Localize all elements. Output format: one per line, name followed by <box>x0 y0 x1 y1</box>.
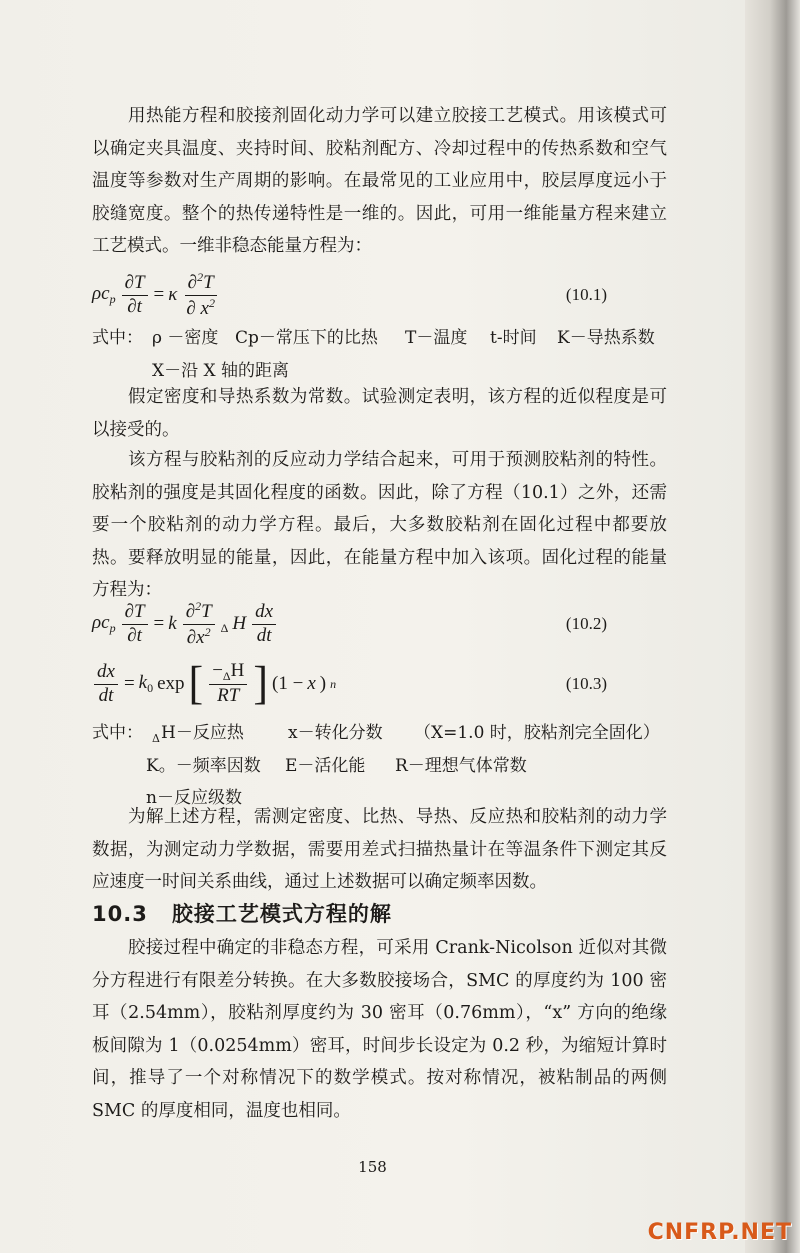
paragraph-finite-difference <box>92 932 667 1128</box>
section-title: 胶接工艺模式方程的解 <box>171 902 392 926</box>
def-T: T－温度 <box>405 328 468 348</box>
def-x-note: （X=1.0 时，胶粘剂完全固化） <box>414 723 660 743</box>
paragraph-text: 为解上述方程，需测定密度、比热、导热、反应热和胶粘剂的动力学数据，为测定动力学数据，需要用差式扫描热量计在等温条件下测定其反应速度一时间关系曲线，通过上述数据可以确定频率因数。 <box>92 807 667 893</box>
section-heading <box>92 898 392 928</box>
paragraph-text: 胶接过程中确定的非稳态方程，可采用 Crank-Nicolson 近似对其微分方程进行有限差分转换。在大多数胶接场合，SMC 的厚度约为 100 密耳（2.54mm），胶粘剂厚度约为 30 密耳（0.76mm），“x” 方向的绝缘板间隙为 1（0.0254mm）密耳，时间步长设定为 0.2 秒，为缩短计算时间，推导了一个对称情况下的数学模式。按对称情况，被粘制品的两侧 SMC 的厚度相同，温度也相同。 <box>92 938 667 1121</box>
def-X: X－沿 X 轴的距离 <box>152 360 290 381</box>
def-cp: Cp－常压下的比热 <box>235 328 378 348</box>
equation-10-2 <box>92 600 667 648</box>
def-rho: ρ －密度 <box>152 328 219 348</box>
defs-lead: 式中： <box>92 723 143 743</box>
def-K: K－导热系数 <box>557 328 655 348</box>
paragraph-text: 假定密度和导热系数为常数。试验测定表明，该方程的近似程度是可以接受的。 <box>92 387 667 440</box>
equation-10-1-expression: $\rho c_p$ $\frac{\partial T}{\partial t}$ = κ $\frac{\partial^2T}{\partial x^2}$ <box>92 269 215 319</box>
site-watermark: CNFRP.NET <box>647 1220 792 1245</box>
paragraph-kinetics <box>92 444 667 607</box>
paragraph-solution-data <box>92 801 667 899</box>
def-H: H－反应热 <box>161 723 244 743</box>
def-t: t-时间 <box>490 328 537 348</box>
equation-10-3 <box>92 657 667 711</box>
paragraph-assumption <box>92 381 667 446</box>
def-K0: K。－频率因数 <box>146 755 261 776</box>
equation-10-3-expression: $\frac{dx}{dt}$ = $k_0$ exp [ $\frac{-_\Delta H}{RT}$ ] (1 − x ) n <box>92 657 336 711</box>
paragraph-text: 用热能方程和胶接剂固化动力学可以建立胶接工艺模式。用该模式可以确定夹具温度、夹持时间、胶粘剂配方、冷却过程中的传热系数和空气温度等参数对生产周期的影响。在最常见的工业应用中，胶层厚度远小于胶缝宽度。整个的热传递特性是一维的。因此，可用一维能量方程来建立工艺模式。一维非稳态能量方程为： <box>92 106 667 257</box>
paragraph-text: 该方程与胶粘剂的反应动力学结合起来，可用于预测胶粘剂的特性。胶粘剂的强度是其固化程度的函数。因此，除了方程（10.1）之外，还需要一个胶粘剂的动力学方程。最后，大多数胶粘剂在固化过程中都要放热。要释放明显的能量，因此，在能量方程中加入该项。固化过程的能量方程为： <box>92 450 667 601</box>
equation-10-1 <box>92 271 667 319</box>
def-x: x－转化分数 <box>288 723 383 743</box>
variable-definitions-1 <box>92 322 692 387</box>
page-number: 158 <box>358 1158 387 1176</box>
section-number: 10.3 <box>92 902 148 926</box>
delta-prefix: Δ <box>152 732 160 745</box>
defs-lead: 式中： <box>92 328 143 348</box>
equation-number: (10.3) <box>565 674 607 693</box>
def-E: E－活化能 <box>285 755 366 776</box>
def-n: n－反应级数 <box>146 788 242 809</box>
paragraph-intro <box>92 100 667 263</box>
equation-10-2-expression: $\rho c_p$ $\frac{\partial T}{\partial t}$ = k $\frac{\partial^2T}{\partial x^2}$ $_\Delta$ H $\frac{dx}{dt}$ <box>92 600 278 648</box>
equation-number: (10.1) <box>565 285 607 304</box>
def-R: R－理想气体常数 <box>395 755 527 776</box>
book-gutter <box>745 0 800 1253</box>
equation-number: (10.2) <box>565 614 607 633</box>
